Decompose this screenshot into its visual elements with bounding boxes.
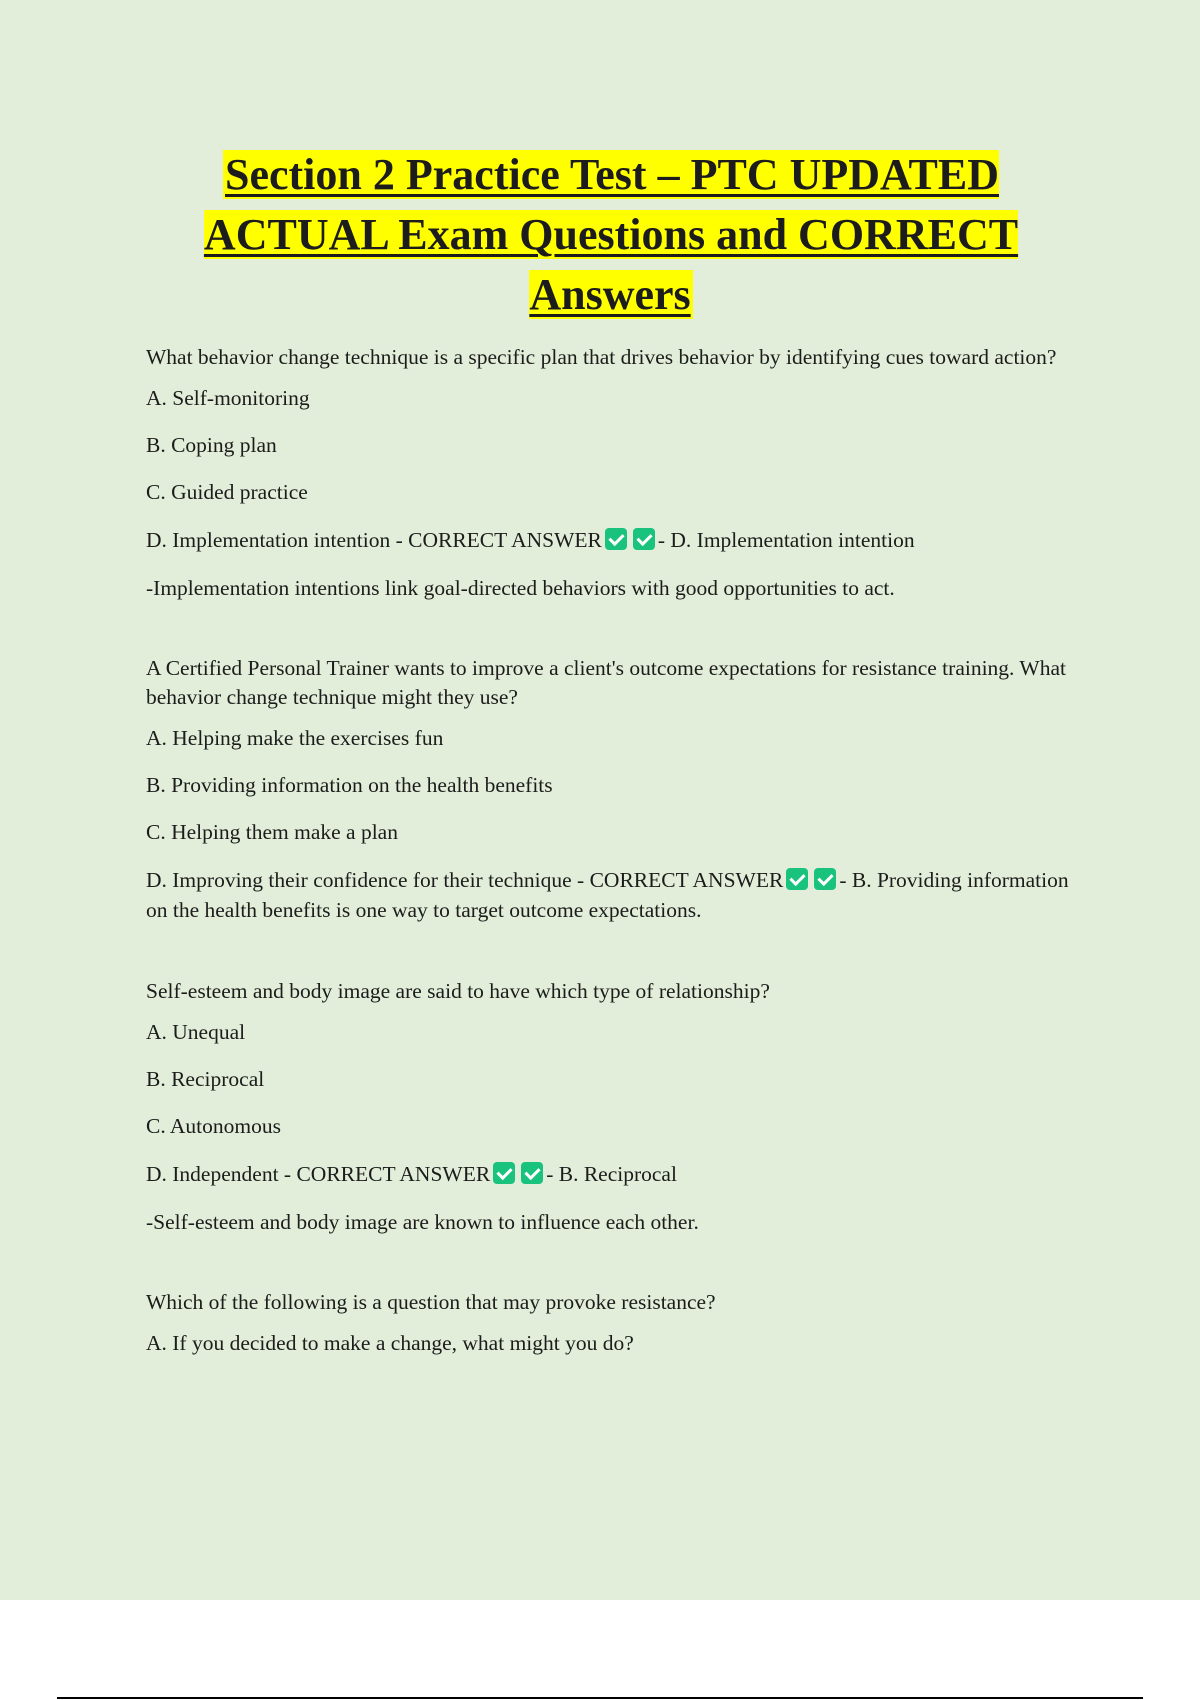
question-block <box>146 343 1076 602</box>
question-text: What behavior change technique is a specific plan that drives behavior by identifying cues toward action? <box>146 345 1057 369</box>
answer-suffix: - B. Reciprocal <box>546 1162 677 1186</box>
option-b: B. Providing information on the health benefits <box>146 773 553 797</box>
document-title <box>146 145 1076 325</box>
title-text: Section 2 Practice Test – PTC UPDATED ACTUAL Exam Questions and CORRECT Answers <box>203 150 1019 319</box>
check-mark-icon <box>521 1162 543 1184</box>
question-text: Which of the following is a question that may provoke resistance? <box>146 1290 716 1314</box>
answer-explanation: -Implementation intentions link goal-directed behaviors with good opportunities to act. <box>146 576 895 600</box>
question-block <box>146 654 1076 925</box>
answer-prefix: D. Improving their confidence for their technique - CORRECT ANSWER <box>146 868 784 892</box>
question-block <box>146 1288 1076 1357</box>
check-mark-icon <box>605 528 627 550</box>
check-mark-icon <box>493 1162 515 1184</box>
option-b: B. Reciprocal <box>146 1067 265 1091</box>
answer-line <box>146 1159 1076 1189</box>
document-content <box>146 145 1076 1409</box>
option-a: A. Helping make the exercises fun <box>146 726 444 750</box>
option-c: C. Autonomous <box>146 1114 281 1138</box>
option-a: A. Self-monitoring <box>146 386 310 410</box>
answer-suffix: - D. Implementation intention <box>657 528 915 552</box>
answer-line <box>146 525 1076 555</box>
answer-prefix: D. Independent - CORRECT ANSWER <box>146 1162 491 1186</box>
option-a: A. Unequal <box>146 1020 246 1044</box>
option-c: C. Guided practice <box>146 480 308 504</box>
check-mark-icon <box>814 868 836 890</box>
answer-line <box>146 865 1076 925</box>
question-text: Self-esteem and body image are said to have which type of relationship? <box>146 979 770 1003</box>
footer-divider <box>57 1697 1143 1699</box>
answer-prefix: D. Implementation intention - CORRECT ANSWER <box>146 528 602 552</box>
answer-explanation: -Self-esteem and body image are known to influence each other. <box>146 1210 699 1234</box>
option-c: C. Helping them make a plan <box>146 820 398 844</box>
question-text: A Certified Personal Trainer wants to improve a client's outcome expectations for resistance training. What behavior change technique might they use? <box>146 656 1066 709</box>
option-a: A. If you decided to make a change, what might you do? <box>146 1331 634 1355</box>
question-block <box>146 977 1076 1236</box>
answer-suffix: - B. Providing information on the health benefits is one way to target outcome expectations. <box>146 868 1069 922</box>
option-b: B. Coping plan <box>146 433 277 457</box>
check-mark-icon <box>633 528 655 550</box>
check-mark-icon <box>786 868 808 890</box>
